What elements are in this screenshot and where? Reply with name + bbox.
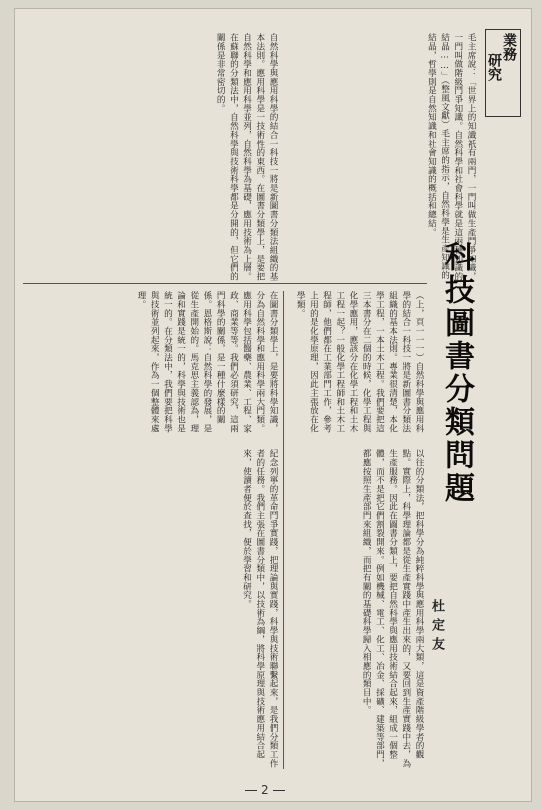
article-author: 杜定友 [429,599,444,656]
journal-page [14,8,532,802]
page-number [241,783,289,797]
article-title: 科技圖書分類問題 [439,241,474,505]
horizontal-divider [23,283,427,284]
body-text-lower-middle: 紀念列寧的革命鬥爭實踐，把理論與實踐，科學與技術聯繫起來，是我們分類工作者的任務。我們主張在圖書分類中，以技術為綱，將科學原理與技術應用結合起來，使讀者便於查找，便於學習和研究。 [241,449,278,768]
body-text-upper-left: 自然科學與應用科學的結合一科技一將是新圖書分類法組織的基本法則。應用科學是一技術性的東西。在圖書分類學上，是要把自然科學和應用科學並列，自然科學為基礎，應用技術為上層。在蘇聯的分類法中，自然科學與技術科學都是分開的，但它們的關係是非常密切的。 [215,33,278,281]
page-number-text: 2 [261,783,269,797]
body-text-lower-right: 以往的分類法，把科學分為純粹科學與應用科學兩大類，這是資產階級學者的觀點。實際上，科學理論都是從生產實踐中產生出來的，又要回到生產實踐中去，為生產服務。因此在圖書分類上，要把自然科學與應用技術結合起來，組成一個整體，而不是把它們割裂開來。例如機械、電工、化工、冶金、採礦、建築等部門，都應按照生產部門來組織，而把有關的基礎科學歸入相應的類目中。 [361,449,424,768]
section-label-line1: 業務 [501,33,517,61]
section-label-line2: 研究 [486,53,502,81]
body-text-right-upper: （上，頁一一一）自然科學與應用科學的結合一科技一將是新圖書分類法組織的基本法則。專業很清楚，本化學工程，一本土木工程。我們要把這三本書分在二個的時候，化學工程與化學應用，應該分在化學工程和土木工程一起？一般化學工程師和土木工程師，他們都在工業部門工作，參考上用的是化學原理，因此主張放在化學類。 [295,291,424,433]
column-divider [283,291,284,769]
intro-quote-column: 毛主席說：「世界上的知識祇有兩門，一門叫做生產鬥爭知識，一門叫做階級鬥爭知識。自然科學和社會科學就是這兩種知識的結晶……」（整風文獻）毛主席的指示，自然科學是生產知識的結晶，哲學則是自然知識和社會知識的概括和總結。 [426,33,476,281]
body-text-lower-left: 在圖書分類學上，是要將科學知識，分為自然科學和應用科學兩大門類。應用科學包括醫藥、農業、工程、家政、商業等等。我們必須研究，這兩門科學的關係，是一種什麼樣的關係。恩格斯說：自然科學的發展，是從生產開始的。馬克思主義認為，理論和實踐是統一的，科學與技術也是統一的。在分類法中，我們要把科學與技術並列起來，作為一個整體來處理。 [135,291,278,433]
